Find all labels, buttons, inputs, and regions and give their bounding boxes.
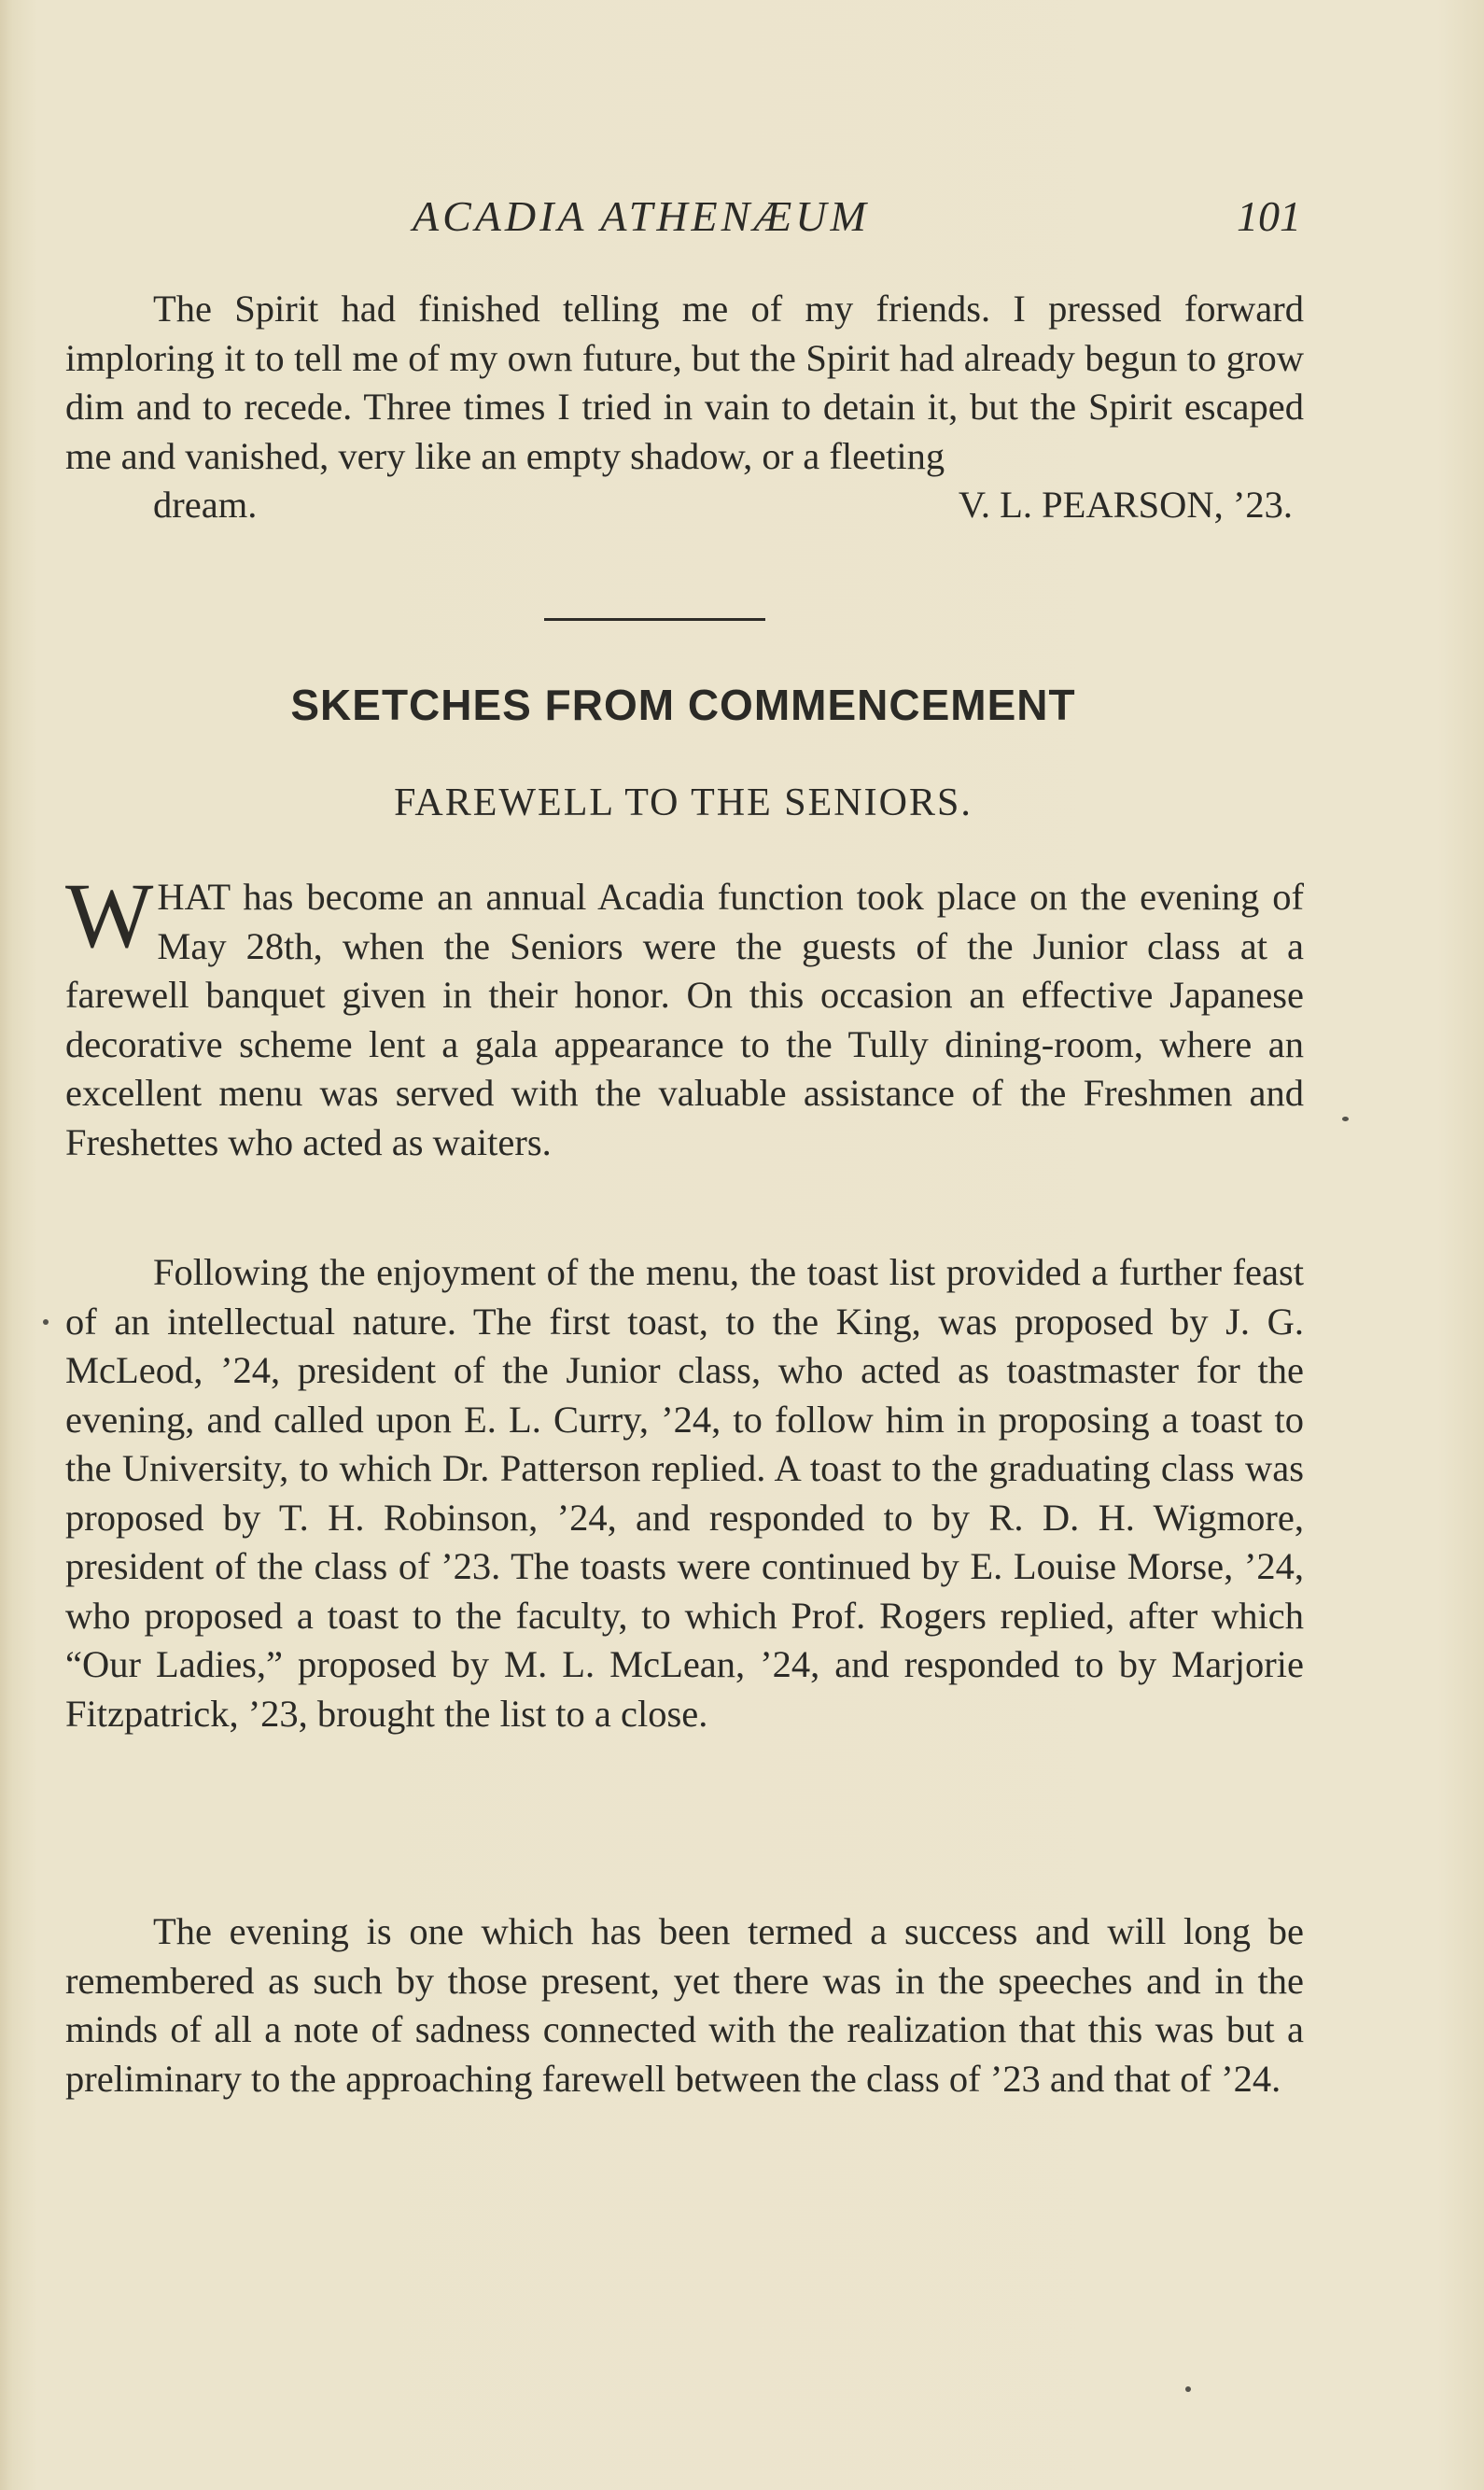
article-paragraph-2 (65, 1248, 1304, 1738)
article-subtitle: FAREWELL TO THE SENIORS. (394, 781, 973, 824)
page-number: 101 (1237, 192, 1301, 240)
paper-speck (1342, 1117, 1349, 1121)
paragraph-1-text: HAT has become an annual Acadia function took place on the evening of May 28th, when the Seniors were the guests of the Junior class at a farewell banquet given in their honor. On this occasion an effective Japanese decorative scheme lent a gala appearance to the Tully dining-room, where an excellent menu was served with the valuable assistance of the Freshmen and Freshettes who acted as waiters. (65, 876, 1304, 1163)
previous-article-paragraph (65, 285, 1304, 530)
drop-cap: W (65, 864, 154, 967)
paragraph-2-text: Following the enjoyment of the menu, the toast list provided a further feast of an intellectual nature. The first toast, to the King, was proposed by J. G. McLeod, ’24, president of the Junior class, who acted as toastmaster for the evening, and called upon E. L. Curry, ’24, to follow him in proposing a toast to the University, to which Dr. Patterson replied. A toast to the graduating class was proposed by T. H. Robinson, ’24, and responded to by R. D. H. Wigmore, president of the class of ’23. The toasts were continued by E. Louise Morse, ’24, who proposed a toast to the faculty, to which Prof. Rogers replied, after which “Our Ladies,” proposed by M. L. McLean, ’24, and responded to by Marjorie Fitzpatrick, ’23, brought the list to a close. (65, 1251, 1304, 1735)
signature-line (65, 481, 1304, 530)
page-header (67, 191, 1301, 247)
author-signature: V. L. PEARSON, ’23. (958, 484, 1293, 526)
paragraph-3-text: The evening is one which has been termed a success and will long be remembered as such by those present, yet there was in the speeches and in the minds of all a note of sadness connected with the realization that this was but a preliminary to the approaching farewell between the class of ’23 and that of ’24. (65, 1910, 1304, 2100)
article-paragraph-1 (65, 864, 1304, 1167)
previous-article-text: The Spirit had finished telling me of my friends. I pressed forward imploring it to tell me of my own future, but the Spirit had already begun to grow dim and to recede. Three times I tried in vain to detain it, but the Spirit escaped me and vanished, very like an empty shadow, or a fleeting (65, 288, 1304, 477)
paper-speck (43, 1319, 49, 1325)
final-word: dream. (153, 484, 258, 526)
section-divider (544, 618, 765, 621)
article-title: SKETCHES FROM COMMENCEMENT (290, 681, 1076, 729)
running-title: ACADIA ATHENÆUM (413, 192, 870, 240)
article-paragraph-3 (65, 1907, 1304, 2103)
paper-speck (1185, 2386, 1191, 2392)
